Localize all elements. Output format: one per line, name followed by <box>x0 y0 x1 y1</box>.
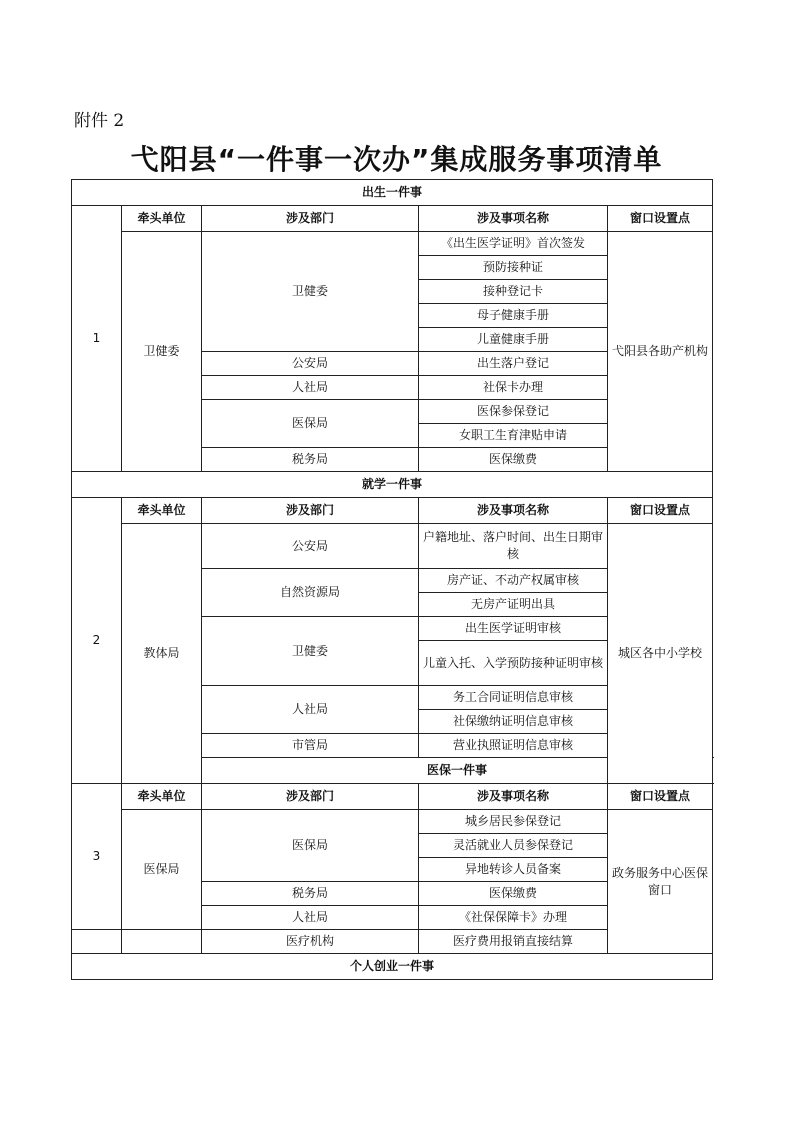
item-name: 社保卡办理 <box>419 376 608 400</box>
item-name: 灵活就业人员参保登记 <box>419 834 608 858</box>
item-name: 儿童健康手册 <box>419 328 608 352</box>
header-row <box>72 206 713 232</box>
department: 人社局 <box>202 376 419 400</box>
item-name: 接种登记卡 <box>419 280 608 304</box>
item-name: 《社保保障卡》办理 <box>419 906 608 930</box>
lead-unit: 医保局 <box>122 810 202 930</box>
header-window: 窗口设置点 <box>608 784 713 810</box>
item-name: 营业执照证明信息审核 <box>419 734 608 758</box>
department: 人社局 <box>202 686 419 734</box>
item-name: 预防接种证 <box>419 256 608 280</box>
header-dept: 涉及部门 <box>202 206 419 232</box>
empty-cell <box>122 930 202 954</box>
item-name: 医保参保登记 <box>419 400 608 424</box>
item-name: 《出生医学证明》首次签发 <box>419 232 608 256</box>
section-title-row <box>72 472 713 498</box>
department: 医保局 <box>202 400 419 448</box>
header-row <box>72 498 713 524</box>
header-lead: 牵头单位 <box>122 206 202 232</box>
table-row <box>72 810 713 834</box>
department: 公安局 <box>202 524 419 569</box>
item-name: 异地转诊人员备案 <box>419 858 608 882</box>
section-title: 医保一件事 <box>202 758 713 784</box>
empty-cell <box>72 930 122 954</box>
row-number: 3 <box>72 784 122 930</box>
attachment-label: 附件 2 <box>74 111 125 131</box>
header-item: 涉及事项名称 <box>419 498 608 524</box>
section-title-row <box>72 180 713 206</box>
item-name: 务工合同证明信息审核 <box>419 686 608 710</box>
department: 医疗机构 <box>202 930 419 954</box>
item-name: 女职工生育津贴申请 <box>419 424 608 448</box>
department: 公安局 <box>202 352 419 376</box>
item-name: 母子健康手册 <box>419 304 608 328</box>
window-location: 城区各中小学校 <box>608 524 713 784</box>
header-lead: 牵头单位 <box>122 784 202 810</box>
table-row <box>72 524 713 569</box>
item-name: 儿童入托、入学预防接种证明审核 <box>419 641 608 686</box>
service-list-table <box>71 179 713 980</box>
item-name: 医疗费用报销直接结算 <box>419 930 608 954</box>
item-name: 城乡居民参保登记 <box>419 810 608 834</box>
item-name: 出生医学证明审核 <box>419 617 608 641</box>
department: 税务局 <box>202 882 419 906</box>
item-name: 无房产证明出具 <box>419 593 608 617</box>
item-name: 户籍地址、落户时间、出生日期审核 <box>419 524 608 569</box>
header-lead: 牵头单位 <box>122 498 202 524</box>
header-window: 窗口设置点 <box>608 206 713 232</box>
department: 自然资源局 <box>202 569 419 617</box>
header-row <box>72 784 713 810</box>
department: 市管局 <box>202 734 419 758</box>
header-item: 涉及事项名称 <box>419 206 608 232</box>
header-item: 涉及事项名称 <box>419 784 608 810</box>
item-name: 医保缴费 <box>419 448 608 472</box>
lead-unit: 教体局 <box>122 524 202 784</box>
section-title: 个人创业一件事 <box>72 954 713 980</box>
department: 卫健委 <box>202 232 419 352</box>
document-title: 弋阳县“一件事一次办”集成服务事项清单 <box>130 143 663 176</box>
item-name: 房产证、不动产权属审核 <box>419 569 608 593</box>
window-location: 弋阳县各助产机构 <box>608 232 713 472</box>
table-row <box>72 232 713 256</box>
department: 医保局 <box>202 810 419 882</box>
header-dept: 涉及部门 <box>202 784 419 810</box>
lead-unit: 卫健委 <box>122 232 202 472</box>
item-name: 社保缴纳证明信息审核 <box>419 710 608 734</box>
header-dept: 涉及部门 <box>202 498 419 524</box>
section-title: 出生一件事 <box>72 180 713 206</box>
row-number: 2 <box>72 498 122 784</box>
window-location: 政务服务中心医保窗口 <box>608 810 713 954</box>
department: 卫健委 <box>202 617 419 686</box>
section-title-row <box>72 954 713 980</box>
item-name: 出生落户登记 <box>419 352 608 376</box>
header-window: 窗口设置点 <box>608 498 713 524</box>
item-name: 医保缴费 <box>419 882 608 906</box>
department: 人社局 <box>202 906 419 930</box>
section-title: 就学一件事 <box>72 472 713 498</box>
department: 税务局 <box>202 448 419 472</box>
row-number: 1 <box>72 206 122 472</box>
